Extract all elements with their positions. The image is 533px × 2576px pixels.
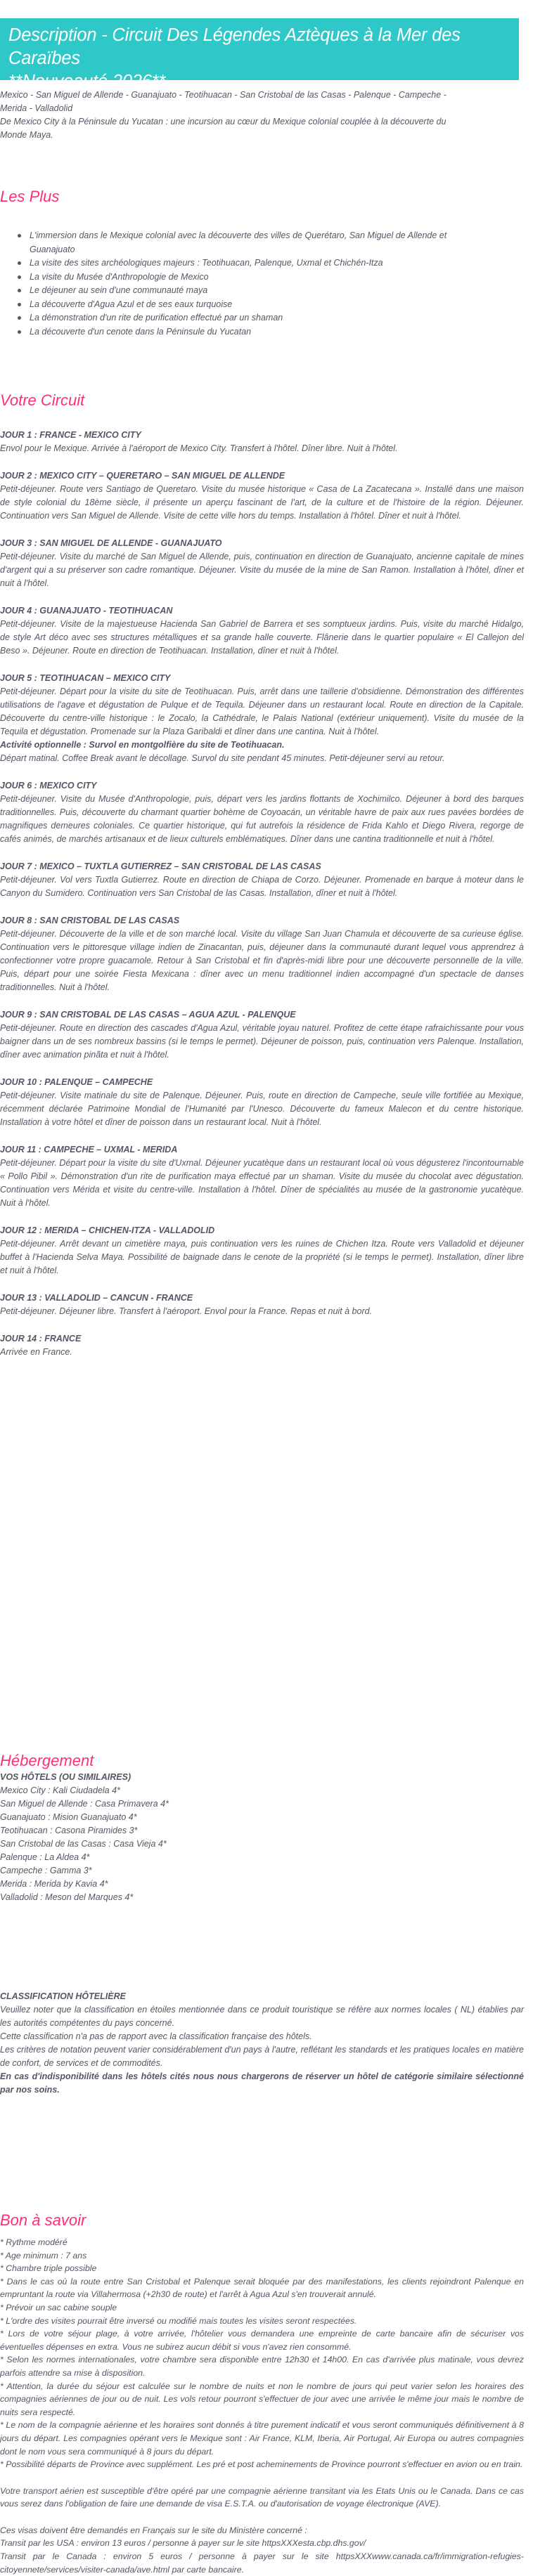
day-text: Petit-déjeuner. Visite du Musée d'Anthropologie, puis, départ vers les jardins flottants de Xochimilco. Déjeuner à bord des barques traditionnelles. Puis, découverte du charmant quartier bohème de Coyoacán, un véritable havre de paix aux rues pavées bordées de magnifiques demeures coloniales. Ce quartier historique, qui fut autrefois la résidence de Frida Kahlo et Diego Rivera, regorge de cafés animés, de marchés artisanaux et de lieux culturels emblématiques. Dîner dans une cantina traditionnelle et nuit à l'hôtel. xyxy=(0,794,524,844)
page-title-line1: Description - Circuit Des Légendes Aztèques à la Mer des Caraïbes xyxy=(8,25,461,68)
info-line: * Chambre triple possible xyxy=(0,2263,97,2274)
day-text: Petit-déjeuner. Visite de la majestueuse Hacienda San Gabriel de Barrera et ses somptueux jardins. Puis, visite du marché Hidalgo, de style Art déco avec ses structures métalliques et sa grande halle couverte. Flânerie dans le quartier populaire « El Callejon del Beso ». Déjeuner. Route en direction de Teotihuacan. Installation, dîner et nuit à l'hôtel. xyxy=(0,619,524,656)
hotel-row: San Cristobal de las Casas : Casa Vieja 4* xyxy=(0,1839,167,1849)
day-title: JOUR 2 : MEXICO CITY – QUERETARO – SAN MIGUEL DE ALLENDE xyxy=(0,471,285,481)
day-block xyxy=(0,1076,524,1129)
info-line: * Selon les normes internationales, votre chambre sera disponible entre 12h30 et 14h00. En cas d'arrivée plus matinale, vous devrez parfois attendre sa mise à disposition. xyxy=(0,2355,524,2378)
hotel-row: Mexico City : Kali Ciudadela 4* xyxy=(0,1785,120,1795)
day-title: JOUR 8 : SAN CRISTOBAL DE LAS CASAS xyxy=(0,916,180,925)
info-line: * Dans le cas où la route entre San Cristobal et Palenque serait bloquée par des manifestations, les clients rejoindront Palenque en empruntant la route via Villahermosa (+2h30 de route) et l'arrêt à Agua Azul s'en trouverait annulé. xyxy=(0,2276,524,2300)
classification-paragraph: En cas d'indisponibilité dans les hôtels cités nous nous chargerons de réserver un hôtel de catégorie similaire sélectionné par nos soins. xyxy=(0,2071,524,2095)
title-banner xyxy=(0,18,519,91)
day-block xyxy=(0,860,524,900)
hotels-subtitle: VOS HÔTELS (OU SIMILAIRES) xyxy=(0,1772,131,1782)
day-title: JOUR 14 : FRANCE xyxy=(0,1334,82,1344)
intro-line: De Mexico City à la Péninsule du Yucatan : une incursion au cœur du Mexique colonial couplée à la découverte du xyxy=(0,117,447,126)
day-text: Arrivée en France. xyxy=(0,1347,72,1357)
info-line: * Le nom de la compagnie aérienne et les horaires sont donnés à titre purement indicatif et vous seront communiqués définitivement à 8 jours du départ. Les compagnies opérant vers le Mexique sont : Air France, KLM, Iberia, Air Portugal, Air Europa ou autres compagnies dont le nom vous sera communiqué à 8 jours du départ. xyxy=(0,2420,524,2457)
les-plus-heading: Les Plus xyxy=(0,188,60,205)
transport-paragraph: Votre transport aérien est susceptible d'être opéré par une compagnie aérienne transitant via les Etats Unis ou le Canada. Dans ce cas vous serez dans l'obligation de faire une demande de visa E.S.T.A. ou d'autorisation de voyage électronique (AVE). xyxy=(0,2485,524,2509)
day-block xyxy=(0,779,524,846)
day-block xyxy=(0,469,524,523)
day-text: Petit-déjeuner. Route en direction des cascades d'Agua Azul, véritable joyau naturel. Profitez de cette étape rafraichissante pour vous baigner dans un de ses nombreux bassins (si le temps le permet). Déjeuner de poisson, puis, continuation vers Palenque. Installation, dîner avec animation pinãta et nuit à l'hôtel. xyxy=(0,1023,524,1060)
info-line: * Prévoir un sac cabine souple xyxy=(0,2302,117,2312)
list-item: L'immersion dans le Mexique colonial avec la découverte des villes de Querétaro, San Miguel de Allende et xyxy=(15,229,508,243)
list-item: La découverte d'Agua Azul et de ses eaux turquoise xyxy=(15,298,508,312)
classification-paragraph: Veuillez noter que la classification en étoiles mentionnée dans ce produit touristique se réfère aux normes locales ( NL) établies par les autorités compétentes du pays concerné. xyxy=(0,2005,524,2028)
day-text: Petit-déjeuner. Découverte de la ville et de son marché local. Visite du village San Juan Chamula et découverte de sa curieuse église. Continuation vers le pittoresque village indien de Zinacantan, puis, déjeuner dans la communauté durant lequel vous apprendrez à confectionner votre propre guacamole. Retour à San Cristobal et fin d'après-midi libre pour une découverte personnelle de la ville. Puis, départ pour une soirée Fiesta Mexicana : dîner avec un menu traditionnel indien accompagné d'un spectacle de danses traditionnelles. Nuit à l'hôtel. xyxy=(0,929,524,992)
intro xyxy=(0,89,524,142)
itinerary xyxy=(0,429,524,1373)
intro-line: Monde Maya. xyxy=(0,130,53,140)
classification-paragraph: Cette classification n'a pas de rapport avec la classification française des hôtels. xyxy=(0,2031,312,2041)
day-block xyxy=(0,1332,524,1359)
day-block xyxy=(0,1292,524,1318)
day-text: Petit-déjeuner. Départ pour la visite du site de Teotihuacan. Puis, arrêt dans une taillerie d'obsidienne. Démonstration des différentes utilisations de l'agave et dégustation de Pulque et de Tequila. Déjeuner dans un restaurant local. Route en direction de la Capitale. Découverte du centre-ville historique : le Zocalo, la Cathédrale, le Palais National (extérieur uniquement). Visite du musée de la Tequila et dégustation. Promenade sur la Plaza Garibaldi et dîner dans une cantina. Nuit à l'hôtel. xyxy=(0,687,524,736)
day-block xyxy=(0,1008,524,1062)
hotel-classification xyxy=(0,1990,524,2097)
day-title: JOUR 12 : MERIDA – CHICHEN-ITZA - VALLADOLID xyxy=(0,1225,215,1235)
day-text: Petit-déjeuner. Vol vers Tuxtla Gutierrez. Route en direction de Chiapa de Corzo. Déjeuner. Promenade en barque à moteur dans le Canyon du Sumidero. Continuation vers San Cristobal de las Casas. Installation, dîner et nuit à l'hôtel. xyxy=(0,875,524,898)
spacer xyxy=(0,2471,524,2485)
day-text: Petit-déjeuner. Déjeuner libre. Transfert à l'aéroport. Envol pour la France. Repas et nuit à bord. xyxy=(0,1306,373,1316)
hotel-row: Guanajuato : Mision Guanajuato 4* xyxy=(0,1812,137,1822)
hotel-row: Valladolid : Meson del Marques 4* xyxy=(0,1892,134,1902)
classification-title: CLASSIFICATION HÔTELIÈRE xyxy=(0,1991,126,2001)
day-block xyxy=(0,672,524,765)
day-block xyxy=(0,604,524,658)
list-item: La démonstration d'un rite de purification effectué par un shaman xyxy=(15,311,508,325)
day-text: Petit-déjeuner. Visite du marché de San Miguel de Allende, puis, continuation en direction de Guanajuato, ancienne capitale de mines d'argent qui a su préserver son cadre romantique. Déjeuner. Visite du musée de la mine de San Ramon. Installation à l'hôtel, dîner et nuit à l'hôtel. xyxy=(0,552,524,588)
les-plus-list xyxy=(15,229,508,339)
day-text: Petit-déjeuner. Visite matinale du site de Palenque. Déjeuner. Puis, route en direction de Campeche, seule ville fortifiée au Mexique, récemment déclarée Patrimoine Mondial de l'Humanité par l'Unesco. Découverte du fameux Malecon et du centre historique. Installation à votre hôtel et dîner de poisson dans un restaurant local. Nuit à l'hôtel. xyxy=(0,1091,524,1127)
day-block xyxy=(0,537,524,590)
day-title: JOUR 11 : CAMPECHE – UXMAL - MERIDA xyxy=(0,1145,178,1154)
intro-line: Merida - Valladolid xyxy=(0,103,73,113)
hotel-row: San Miguel de Allende : Casa Primavera 4* xyxy=(0,1799,169,1809)
bon-a-savoir-heading: Bon à savoir xyxy=(0,2211,86,2229)
day-title: JOUR 5 : TEOTIHUACAN – MEXICO CITY xyxy=(0,673,171,683)
page-title-line2: **Nouveauté 2026** xyxy=(8,72,166,91)
hotel-row: Palenque : La Aldea 4* xyxy=(0,1852,90,1862)
circuit-heading: Votre Circuit xyxy=(0,391,85,409)
intro-line: Mexico - San Miguel de Allende - Guanajuato - Teotihuacan - San Cristobal de las Casas - Palenque - Campeche - xyxy=(0,90,447,100)
visa-line: Transit par le Canada : environ 5 euros / personne à payer sur le site httpsXXXwww.canada.ca/fr/immigration-refugies-citoyennete/services/visiter-canada/ave.html par carte bancaire. xyxy=(0,2551,524,2575)
spacer xyxy=(0,2511,524,2524)
list-item: La visite des sites archéologiques majeurs : Teotihuacan, Palenque, Uxmal et Chichén-Itza xyxy=(15,256,508,271)
list-item: Le déjeuner au sein d'une communauté maya xyxy=(15,284,508,298)
day-text: Petit-déjeuner. Départ pour la visite du site d'Uxmal. Déjeuner yucatèque dans un restaurant local où vous dégusterez l'incontournable « Pollo Pibil ». Démonstration d'un rite de purification maya effectué par un shaman. Visite du musée du chocolat avec dégustation. Continuation vers Mérida et visite du centre-ville. Installation à l'hôtel. Dîner de spécialités au musée de la gastronomie yucatèque. Nuit à l'hôtel. xyxy=(0,1158,524,1208)
day-block xyxy=(0,429,524,455)
info-line: * Possibilité départs de Province avec supplément. Les pré et post acheminements de Province pourront s'effectuer en avion ou en train. xyxy=(0,2459,523,2470)
info-line: * Lors de votre séjour plage, à votre arrivée, l'hôtelier vous demandera une empreinte de carte bancaire afin de sécuriser vos éventuelles dépenses en extra. Vous ne subirez aucun débit si vous n'avez rien consommé. xyxy=(0,2329,524,2352)
day-title: JOUR 1 : FRANCE - MEXICO CITY xyxy=(0,430,141,440)
list-item-continuation: Guanajuato xyxy=(30,244,75,254)
day-text: Petit-déjeuner. Route vers Santiago de Queretaro. Visite du musée historique « Casa de La Zacatecana ». Installé dans une maison de style colonial du 18ème siècle, il présente un aperçu fascinant de l'art, de la culture et de l'histoire de la région. Déjeuner. Continuation vers San Miguel de Allende. Visite de cette ville hors du temps. Installation à l'hôtel. Dîner et nuit à l'hôtel. xyxy=(0,484,524,521)
day-block xyxy=(0,1143,524,1210)
hebergement-heading: Hébergement xyxy=(0,1752,94,1769)
optional-activity-text: Départ matinal. Coffee Break avant le décollage. Survol du site pendant 45 minutes. Petit-déjeuner servi au retour. xyxy=(0,753,445,763)
day-title: JOUR 3 : SAN MIGUEL DE ALLENDE - GUANAJUATO xyxy=(0,538,222,548)
hotel-row: Teotihuacan : Casona Piramides 3* xyxy=(0,1826,138,1835)
hotels-list xyxy=(0,1771,524,1904)
hotel-row: Campeche : Gamma 3* xyxy=(0,1866,92,1875)
day-text: Envol pour le Mexique. Arrivée à l'aéroport de Mexico City. Transfert à l'hôtel. Dîner libre. Nuit à l'hôtel. xyxy=(0,443,398,453)
info-line: * Attention, la durée du séjour est calculée sur le nombre de nuits et non le nombre de jours qui peut varier selon les horaires des compagnies aériennes de jour ou de nuit. Les vols retour pourront s'effectuer de jour avec une arrivée le même jour mais le nombre de nuits sera respecté. xyxy=(0,2381,524,2417)
day-title: JOUR 9 : SAN CRISTOBAL DE LAS CASAS – AGUA AZUL - PALENQUE xyxy=(0,1010,296,1020)
day-title: JOUR 13 : VALLADOLID – CANCUN - FRANCE xyxy=(0,1293,193,1303)
day-block xyxy=(0,914,524,994)
bon-a-savoir xyxy=(0,2236,524,2576)
list-item: La découverte d'un cenote dans la Péninsule du Yucatan xyxy=(15,325,508,339)
list-item: La visite du Musée d'Anthropologie de Mexico xyxy=(15,271,508,285)
visa-line: Ces visas doivent être demandés en Français sur le site du Ministère concerné : xyxy=(0,2525,307,2535)
classification-paragraph: Les critères de notation peuvent varier considérablement d'un pays à l'autre, reflétant les standards et les pratiques locales en matière de confort, de services et de commodités. xyxy=(0,2045,524,2068)
visa-line: Transit par les USA : environ 13 euros / personne à payer sur le site httpsXXXesta.cbp.dhs.gov/ xyxy=(0,2538,366,2549)
info-line: * Rythme modéré xyxy=(0,2237,68,2247)
day-title: JOUR 10 : PALENQUE – CAMPECHE xyxy=(0,1077,153,1087)
day-title: JOUR 6 : MEXICO CITY xyxy=(0,781,97,791)
day-block xyxy=(0,1224,524,1277)
info-line: * L'ordre des visites pourrait être inversé ou modifié mais toutes les visites seront respectées. xyxy=(0,2315,357,2326)
optional-activity-title: Activité optionnelle : Survol en montgolfière du site de Teotihuacan. xyxy=(0,740,285,750)
day-title: JOUR 4 : GUANAJUATO - TEOTIHUACAN xyxy=(0,606,173,616)
info-line: * Age minimum : 7 ans xyxy=(0,2250,87,2260)
hotel-row: Merida : Merida by Kavia 4* xyxy=(0,1879,108,1889)
day-title: JOUR 7 : MEXICO – TUXTLA GUTIERREZ – SAN CRISTOBAL DE LAS CASAS xyxy=(0,861,321,871)
day-text: Petit-déjeuner. Arrêt devant un cimetière maya, puis continuation vers les ruines de Chichen Itza. Route vers Valladolid et déjeuner buffet à l'Hacienda Selva Maya. Possibilité de baignade dans le cenote de la propriété (si le temps le permet). Installation, dîner libre et nuit à l'hôtel. xyxy=(0,1239,524,1275)
